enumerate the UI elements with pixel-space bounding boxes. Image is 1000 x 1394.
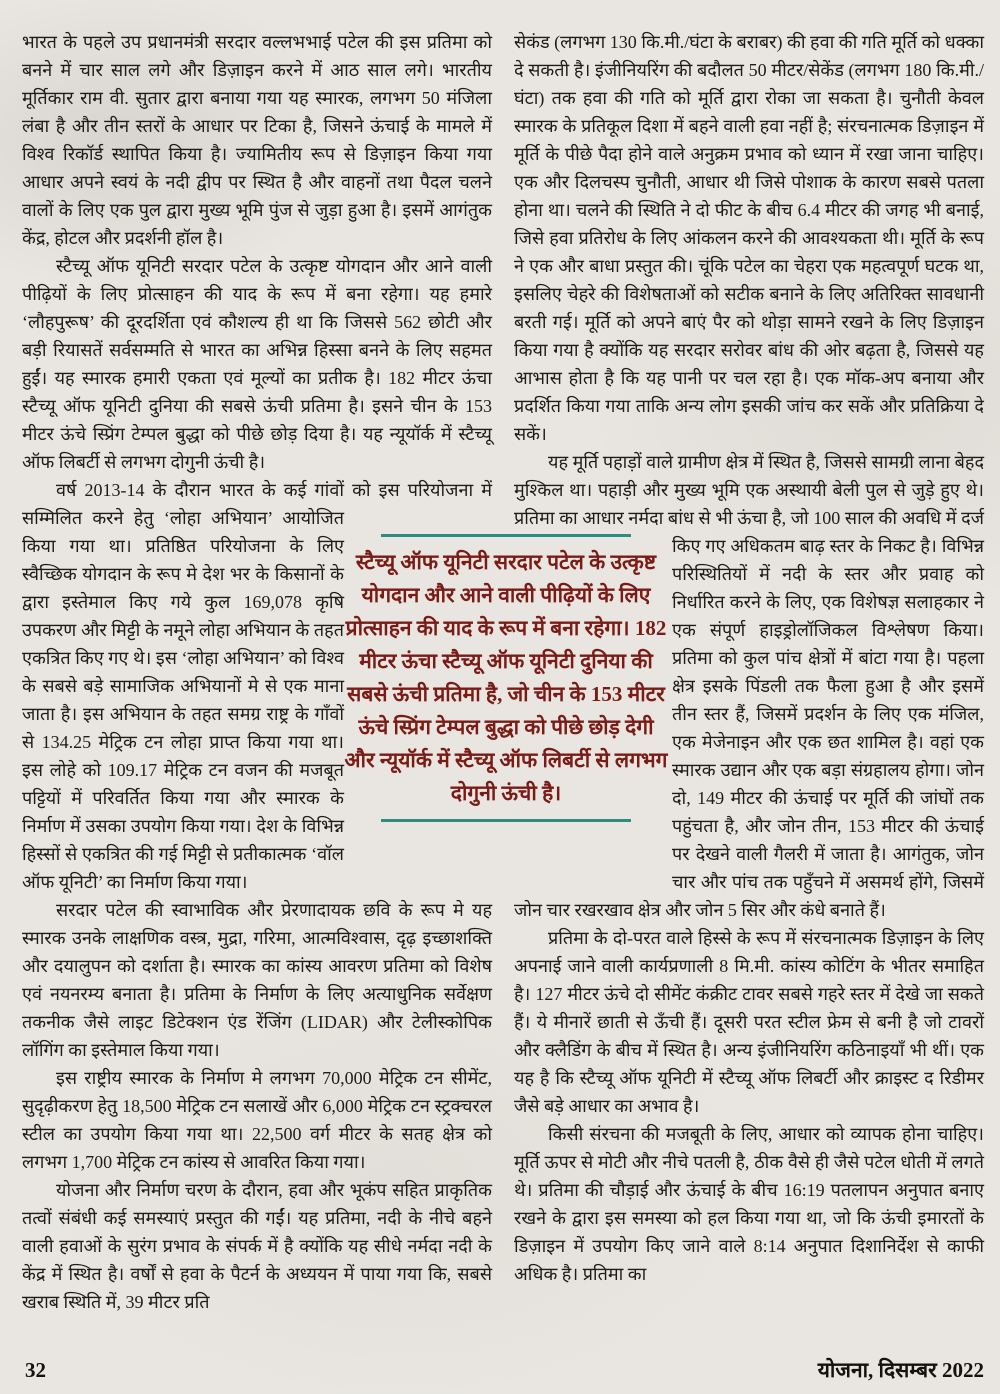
pull-quote: [344, 534, 668, 822]
paragraph: वर्ष 2013-14 के दौरान भारत के कई गांवों को इस परियोजना में सम्मिलित करने हेतु ‘लोहा अभियान’ आयोजित किया गया था। प्रतिष्ठित परियोजना के लिए स्वैच्छिक योगदान के रूप मे देश भर के किसानों के द्वारा इस्तेमाल किए गये कुल 169,078 कृषि उपकरण और मिट्टी के नमूने लोहा अभियान के तहत एकत्रित किए गए थे। इस ‘लोहा अभियान’ को विश्व के सबसे बड़े सामाजिक अभियानों मे से एक माना जाता है। इस अभियान के तहत समग्र राष्ट्र के गाँवों से 134.25 मेट्रिक टन लोहा प्राप्त किया गया था। इस लोहे को 109.17 मेट्रिक टन वजन की मजबूत पट्टियों में परिवर्तित किया गया और स्मारक के निर्माण में उसका उपयोग किया गया। देश के विभिन्न हिस्सों से एकत्रित की गई मिट्टी से प्रतीकात्मक ‘वॉल ऑफ यूनिटी’ का निर्माण किया गया।: [22, 480, 492, 892]
paragraph: इस राष्ट्रीय स्मारक के निर्माण मे लगभग 70,000 मेट्रिक टन सीमेंट, सुदृढ़ीकरण हेतु 18,500 मेट्रिक टन सलाखें और 6,000 मेट्रिक टन स्ट्रक्चरल स्टील का उपयोग किया गया था। 22,500 वर्ग मीटर के सतह क्षेत्र को लगभग 1,700 मेट्रिक टन कांस्य से आवरित किया गया।: [22, 1068, 492, 1172]
paragraph: यह मूर्ति पहाड़ों वाले ग्रामीण क्षेत्र में स्थित है, जिससे सामग्री लाना बेहद मुश्किल था। पहाड़ी और मुख्य भूमि एक अस्थायी बेली पुल से जुड़े हुए थे। प्रतिमा का आधार नर्मदा बांध से भी ऊंचा है, जो 100 साल की अवधि में दर्ज किए गए अधिकतम बाढ़ स्तर के निकट है। विभिन्न परिस्थितियों में नदी के स्तर और प्रवाह को निर्धारित करने के लिए, एक विशेषज्ञ सलाहकार ने एक संपूर्ण हाइड्रोलॉजिकल विश्लेषण किया। प्रतिमा को कुल पांच क्षेत्रों में बांटा गया है। पहला क्षेत्र इसके पिंडली तक फैला हुआ है और इसमें तीन स्तर हैं, जिसमें प्रदर्शन के लिए एक मंजिल, एक मेजेनाइन और एक छत शामिल है। वहां एक स्मारक उद्यान और एक बड़ा संग्रहालय होगा। जोन दो, 149 मीटर की ऊंचाई पर मूर्ति की जांघों तक पहुंचता है, और जोन तीन, 153 मीटर की ऊंचाई पर देखने वाली गैलरी में जाता है। आगंतुक, जोन चार और पांच तक पहुँचने में असमर्थ होंगे, जिसमें जोन चार रखरखाव क्षेत्र और जोन 5 सिर और कंधे बनाते हैं।: [514, 452, 984, 920]
pullquote-top-rule: [381, 534, 631, 537]
pull-quote-text: स्टैच्यू ऑफ यूनिटी सरदार पटेल के उत्कृष्ट योगदान और आने वाली पीढ़ियों के लिए प्रोत्साहन की याद के रूप में बना रहेगा। 182 मीटर ऊंचा स्टैच्यू ऑफ यूनिटी दुनिया की सबसे ऊंची प्रतिमा है, जो चीन के 153 मीटर ऊंचे स्प्रिंग टेम्पल बुद्धा को पीछे छोड़ देगी और न्यूयॉर्क में स्टैच्यू ऑफ लिबर्टी से लगभग दोगुनी ऊंची है।: [344, 550, 668, 805]
paragraph: सेकंड (लगभग 130 कि.मी./घंटा के बराबर) की हवा की गति मूर्ति को धक्का दे सकती है। इंजीनियरिंग की बदौलत 50 मीटर/सेकेंड (लगभग 180 कि.मी./घंटा) तक हवा की गति को मूर्ति द्वारा रोका जा सकता है। चुनौती केवल स्मारक के प्रतिकूल दिशा में बहने वाली हवा नहीं है; संरचनात्मक डिज़ाइन में मूर्ति के पीछे पैदा होने वाले अनुक्रम प्रभाव को ध्यान में रखा जाना चाहिए। एक और दिलचस्प चुनौती, आधार थी जिसे पोशाक के कारण सबसे पतला होना था। चलने की स्थिति ने दो फीट के बीच 6.4 मीटर की जगह भी बनाई, जिसे हवा प्रतिरोध के लिए आंकलन करने की आवश्यकता थी। मूर्ति के रूप ने एक और बाधा प्रस्तुत की। चूंकि पटेल का चेहरा एक महत्वपूर्ण घटक था, इसलिए चेहरे की विशेषताओं को सटीक बनाने के लिए अतिरिक्त सावधानी बरती गई। मूर्ति को अपने बाएं पैर को थोड़ा सामने रखने के लिए डिज़ाइन किया गया है क्योंकि यह सरदार सरोवर बांध की ओर बढ़ता है, जिससे यह आभास होता है कि यह पानी पर चल रहा है। एक मॉक-अप बनाया और प्रदर्शित किया गया ताकि अन्य लोग इसकी जांच कर सकें और प्रतिक्रिया दे सकें।: [514, 32, 984, 444]
page-footer: [25, 1356, 984, 1384]
paragraph: भारत के पहले उप प्रधानमंत्री सरदार वल्लभभाई पटेल की इस प्रतिमा को बनने में चार साल लगे और डिज़ाइन करने में आठ साल लगे। भारतीय मूर्तिकार राम वी. सुतार द्वारा बनाया गया यह स्मारक, लगभग 50 मंजिला लंबा है और तीन स्तरों के आधार पर टिका है, जिसने ऊंचाई के मामले में विश्व रिकॉर्ड स्थापित किया है। ज्यामितीय रूप से डिज़ाइन किया गया आधार अपने स्वयं के नदी द्वीप पर स्थित है और वाहनों तथा पैदल चलने वालों के लिए एक पुल द्वारा मुख्य भूमि पुंज से जुड़ा हुआ है। इसमें आगंतुक केंद्र, होटल और प्रदर्शनी हॉल है।: [22, 32, 492, 248]
paragraph: प्रतिमा के दो-परत वाले हिस्से के रूप में संरचनात्मक डिज़ाइन के लिए अपनाई जाने वाली कार्यप्रणाली 8 मि.मी. कांस्य कोटिंग के भीतर समाहित है। 127 मीटर ऊंचे दो सीमेंट कंक्रीट टावर सबसे गहरे स्तर में देखे जा सकते हैं। ये मीनारें छाती से ऊँची हैं। दूसरी परत स्टील फ्रेम से बनी है जो टावरों और क्लैडिंग के बीच में स्थित है। अन्य इंजीनियरिंग कठिनाइयाँ भी थीं। एक यह है कि स्टैच्यू ऑफ यूनिटी में स्टैच्यू ऑफ लिबर्टी और क्राइस्ट द रिडीमर जैसे बड़े आधार का अभाव है।: [514, 928, 984, 1116]
page-number: 32: [25, 1358, 46, 1382]
paragraph: स्टैच्यू ऑफ यूनिटी सरदार पटेल के उत्कृष्ट योगदान और आने वाली पीढ़ियों के लिए प्रोत्साहन की याद के रूप में बना रहेगा। यह हमारे ‘लौहपुरूष’ की दूरदर्शिता एवं कौशल्य ही था कि जिससे 562 छोटी और बड़ी रियासतें सर्वसम्मति से भारत का अभिन्न हिस्सा बनने के लिए सहमत हुईं। यह स्मारक हमारी एकता एवं मूल्यों का प्रतीक है। 182 मीटर ऊंचा स्टैच्यू ऑफ यूनिटी दुनिया की सबसे ऊंची प्रतिमा है। इसने चीन के 153 मीटर ऊंचे स्प्रिंग टेम्पल बुद्धा को पीछे छोड़ दिया है। यह न्यूयॉर्क में स्टैच्यू ऑफ लिबर्टी से लगभग दोगुनी ऊंची है।: [22, 256, 492, 472]
paragraph: किसी संरचना की मजबूती के लिए, आधार को व्यापक होना चाहिए। मूर्ति ऊपर से मोटी और नीचे पतली है, ठीक वैसे ही जैसे पटेल धोती में लगते थे। प्रतिमा की चौड़ाई और ऊंचाई के बीच 16:19 पतलापन अनुपात बनाए रखने के द्वारा इस समस्या को हल किया गया था, जो कि ऊंची इमारतों के डिज़ाइन में उपयोग किए जाने वाले 8:14 अनुपात दिशानिर्देश से काफी अधिक है। प्रतिमा का: [514, 1124, 984, 1284]
journal-name-and-date: योजना, दिसम्बर 2022: [817, 1358, 984, 1382]
paragraph: सरदार पटेल की स्वाभाविक और प्रेरणादायक छवि के रूप मे यह स्मारक उनके लाक्षणिक वस्त्र, मुद्रा, गरिमा, आत्मविश्वास, दृढ़ इच्छाशक्ति और दयालुपन को दर्शाता है। स्मारक का कांस्य आवरण प्रतिमा को विशेष एवं नयनरम्य बनाता है। प्रतिमा के निर्माण के लिए अत्याधुनिक सर्वेक्षण तकनीक जैसे लाइट डिटेक्शन एंड रेंजिंग (LIDAR) और टेलीस्कोपिक लॉगिंग का इस्तेमाल किया गया।: [22, 900, 492, 1060]
paragraph: योजना और निर्माण चरण के दौरान, हवा और भूकंप सहित प्राकृतिक तत्वों संबंधी कई समस्याएं प्रस्तुत की गईं। यह प्रतिमा, नदी के नीचे बहने वाली हवाओं के सुरंग प्रभाव के संपर्क में है क्योंकि यह सीधे नर्मदा नदी के केंद्र में स्थित है। वर्षों से हवा के पैटर्न के अध्ययन में पाया गया कि, सबसे खराब स्थिति में, 39 मीटर प्रति: [22, 1180, 492, 1312]
pullquote-bottom-rule: [381, 819, 631, 822]
